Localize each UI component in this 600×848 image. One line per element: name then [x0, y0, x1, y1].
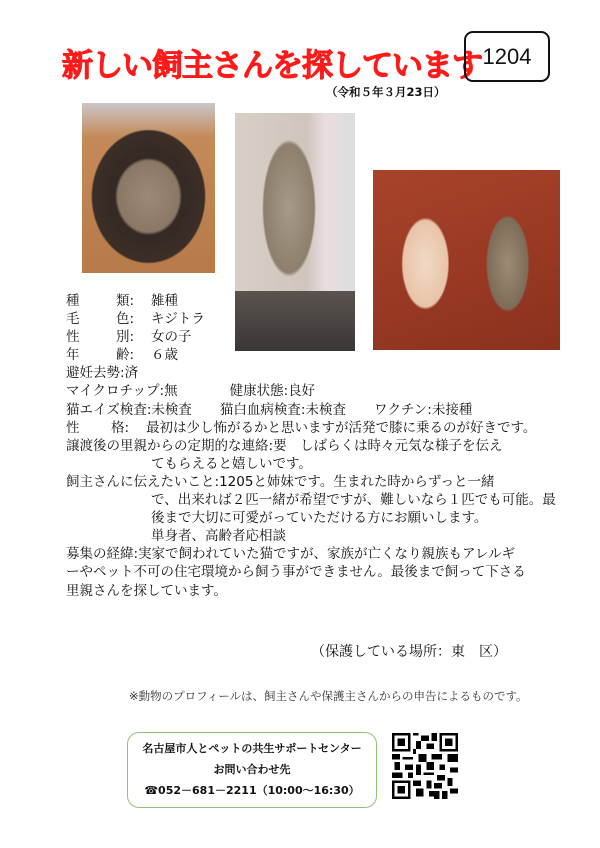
coat-row: 毛 色: キジトラ — [66, 311, 205, 328]
spay-row: 避妊去勢:済 — [66, 365, 139, 382]
inquiry-label: お問い合わせ先 — [213, 763, 291, 776]
tests-row: 猫エイズ検査:未検査 猫白血病検査:未検査 ワクチン:未接種 — [66, 401, 473, 418]
fiv-value: 未検査 — [151, 401, 192, 418]
background-row: 募集の経緯:実家で飼われていた猫ですが、家族が亡くなり親族もアレルギ — [66, 546, 516, 563]
vaccine-value: 未接種 — [431, 401, 473, 418]
age-value: ６歳 — [151, 347, 178, 364]
microchip-value: 無 — [164, 383, 178, 400]
microchip-health-row: マイクロチップ:無 健康状態:良好 — [66, 383, 316, 400]
id-number-box: 1204 — [464, 31, 550, 82]
message-line-3: 後まで大切に可愛がっていただける方にお願いします。 — [151, 510, 488, 527]
shelter-location: （保護している場所：東 区） — [311, 644, 507, 660]
sex-row: 性 別: 女の子 — [66, 329, 192, 346]
coat-value: キジトラ — [151, 311, 205, 328]
breed-row: 種 類: 雑種 — [66, 293, 178, 309]
contact-box — [127, 732, 377, 808]
disclaimer-note: ※動物のプロフィールは、飼主さんや保護主さんからの申告によるものです。 — [129, 689, 528, 703]
background-line-3: 里親さんを探しています。 — [66, 582, 227, 599]
spay-value: 済 — [124, 365, 139, 382]
message-line-4: 単身者、高齢者応相談 — [151, 528, 286, 545]
qr-code-icon[interactable] — [392, 732, 458, 800]
message-line-2: で、出来れば２匹一緒が希望ですが、難しいなら１匹でも可能。最 — [151, 492, 556, 509]
contact-after-row-cont: てもらえると嬉しいです。 — [151, 455, 312, 472]
breed-value: 雑種 — [151, 293, 178, 309]
posted-date: （令和５年３月23日） — [326, 85, 446, 99]
profile-section — [66, 292, 556, 600]
background-line-2: ーやペット不可の住宅環境から飼う事ができません。最後まで飼って下さる — [66, 564, 526, 581]
cat-face-in-basket-photo — [82, 103, 215, 273]
personality-row: 性 格: 最初は少し怖がるかと思いますが活発で膝に乗るのが好きです。 — [66, 419, 537, 436]
page-title: 新しい飼主さんを探しています — [62, 48, 482, 84]
age-row: 年 齢: ６歳 — [66, 347, 178, 364]
sex-value: 女の子 — [151, 329, 192, 346]
contact-after-row: 譲渡後の里親からの定期的な連絡:要 しばらくは時々元気な様子を伝え — [66, 437, 503, 454]
organization-name: 名古屋市人とペットの共生サポートセンター — [142, 742, 362, 755]
felv-value: 未検査 — [305, 401, 346, 418]
phone-number[interactable]: ☎052－681－2211（10:00～16:30） — [144, 784, 360, 797]
personality-value: 最初は少し怖がるかと思いますが活発で膝に乗るのが好きです。 — [146, 419, 537, 436]
message-row: 飼主さんに伝えたいこと:1205と姉妹です。生まれた時からずっと一緒 — [66, 473, 495, 490]
health-value: 良好 — [288, 383, 316, 400]
